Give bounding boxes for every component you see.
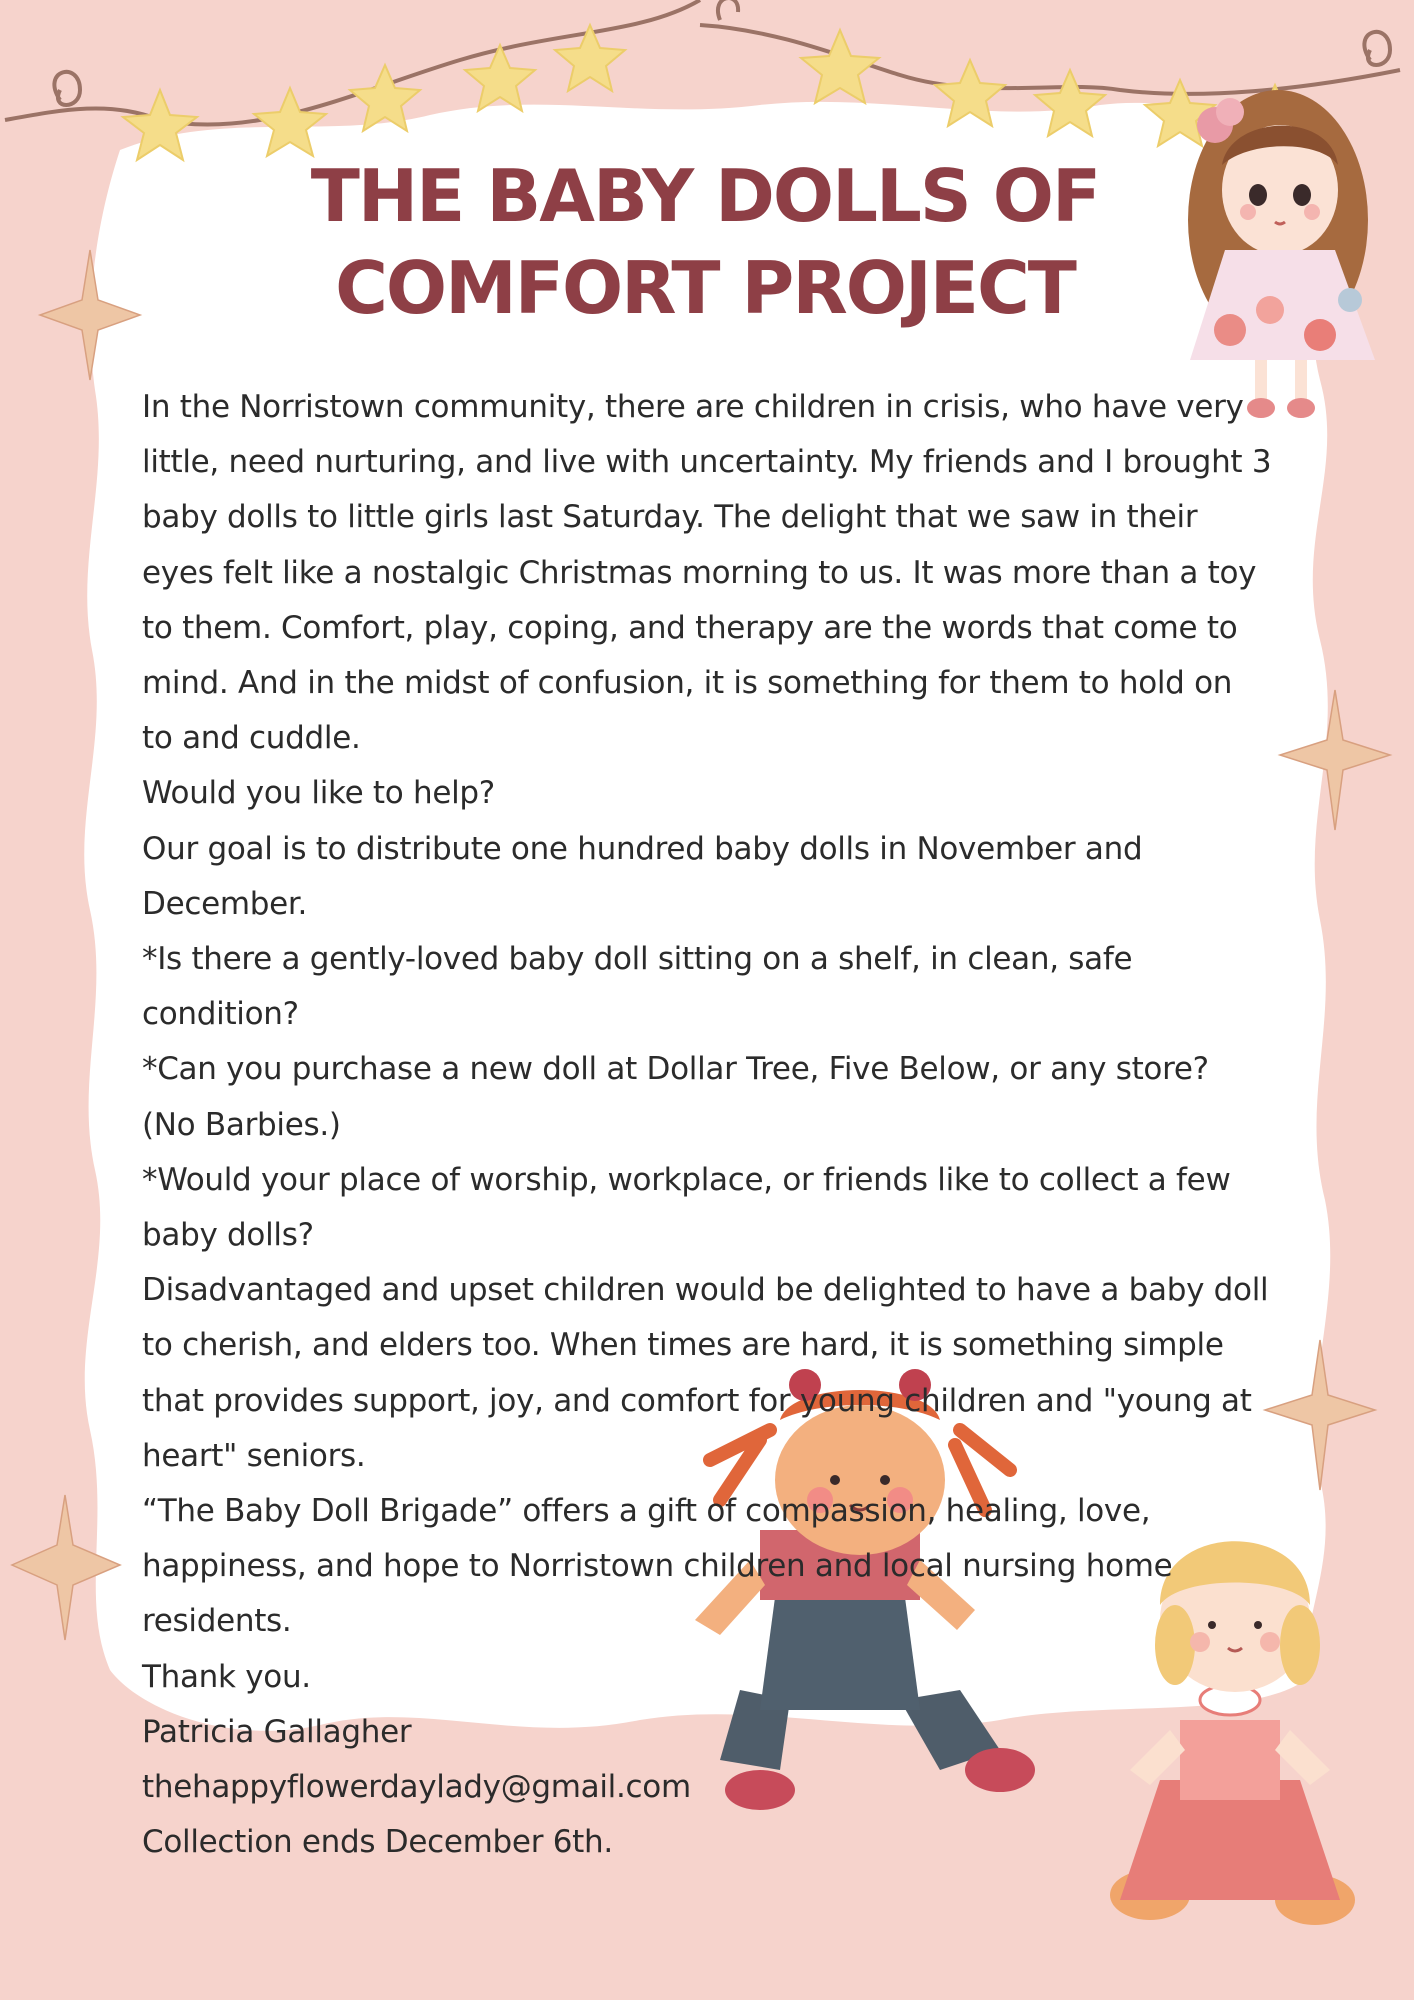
- brigade-paragraph: “The Baby Doll Brigade” offers a gift of compassion, healing, love, happiness, and hope to Norristown children and local nursing home residents.: [142, 1493, 1173, 1640]
- bullet-purchase: *Can you purchase a new doll at Dollar Tree, Five Below, or any store? (No Barbies.): [142, 1051, 1209, 1143]
- title-line-2: COMFORT PROJECT: [335, 246, 1075, 330]
- contact-email[interactable]: thehappyflowerdaylady@gmail.com: [142, 1769, 691, 1806]
- page-title: [300, 150, 1110, 334]
- bullet-collect: *Would your place of worship, workplace, or friends like to collect a few baby dolls?: [142, 1161, 1231, 1254]
- disadvantaged-paragraph: Disadvantaged and upset children would be delighted to have a baby doll to cherish, and elders too. When times are hard, it is something simple that provides support, joy, and comfort for young children and "young at heart" seniors.: [142, 1272, 1269, 1474]
- help-question: Would you like to help?: [142, 775, 495, 812]
- title-line-1: THE BABY DOLLS OF: [310, 154, 1100, 238]
- thank-you: Thank you.: [142, 1658, 311, 1695]
- goal-paragraph: Our goal is to distribute one hundred baby dolls in November and December.: [142, 830, 1143, 922]
- signature-name: Patricia Gallagher: [142, 1713, 412, 1750]
- bullet-gently-loved: *Is there a gently-loved baby doll sitting on a shelf, in clean, safe condition?: [142, 941, 1133, 1033]
- intro-paragraph: In the Norristown community, there are children in crisis, who have very little, need nurturing, and live with uncertainty. My friends and I brought 3 baby dolls to little girls last Saturday. The delight that we saw in their eyes felt like a nostalgic Christmas morning to us. It was more than a toy to them. Comfort, play, coping, and therapy are the words that come to mind. And in the midst of confusion, it is something for them to hold on to and cuddle.: [142, 389, 1272, 757]
- collection-deadline: Collection ends December 6th.: [142, 1824, 613, 1861]
- body-text: [142, 380, 1282, 1870]
